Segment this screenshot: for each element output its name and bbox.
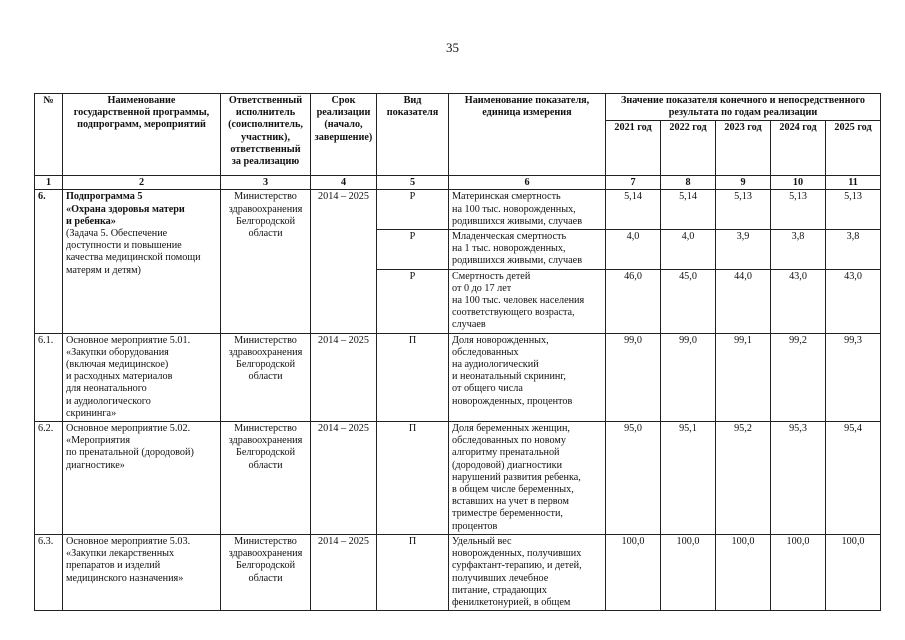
header-row [35,94,881,121]
text-line: Основное мероприятие 5.02. [66,423,191,435]
text-line: диагностике» [66,459,125,471]
text-line: показателя [386,107,439,119]
value-2022: 100,0 [661,534,716,610]
text-line: Материнская смертность [452,191,561,203]
executor [221,534,311,610]
text-line: фенилкетонурией, в общем [452,596,571,608]
column-number: 5 [377,176,449,190]
text-line: здравоохранения [228,548,303,560]
indicator-type: Р [377,190,449,230]
text-line: соответствующего возраста, [452,307,575,319]
text-line: «Мероприятия [66,435,131,447]
column-number: 1 [35,176,63,190]
column-number: 10 [771,176,826,190]
text-line: (соисполнитель, [228,119,303,131]
executor [221,190,311,333]
term: 2014 – 2025 [311,422,377,535]
value-2025: 43,0 [826,269,881,333]
value-2023: 100,0 [716,534,771,610]
text-line: здравоохранения [228,346,303,358]
page-number: 35 [446,40,459,55]
header-type [377,94,449,176]
table-row [35,422,881,535]
text-line: от общего числа [452,383,523,395]
value-2021: 95,0 [606,422,661,535]
value-2024: 95,3 [771,422,826,535]
text-line: за реализацию [231,156,300,168]
header-year: 2025 год [826,121,881,176]
text-line: «Закупки лекарственных [66,548,175,560]
value-2021: 5,14 [606,190,661,230]
indicator-type: П [377,534,449,610]
text-line: доступности и повышение [66,240,182,252]
text-line: здравоохранения [228,435,303,447]
value-2024: 100,0 [771,534,826,610]
column-number: 6 [449,176,606,190]
text-line: на аудиологический [452,359,539,371]
text-line: области [248,459,283,471]
header-indicator [449,94,606,176]
text-line: «Закупки оборудования [66,346,169,358]
value-2022: 99,0 [661,333,716,421]
indicator-type: П [377,422,449,535]
text-line: (начало, [324,119,363,131]
activity-name [63,534,221,610]
text-line: Срок [331,95,356,106]
value-2025: 100,0 [826,534,881,610]
column-number: 7 [606,176,661,190]
text-line: Значение показателя конечного и непосредственного [620,95,866,106]
text-line: Наименование показателя, [464,95,590,106]
text-line: (Задача 5. Обеспечение [66,228,168,240]
indicator-type: Р [377,269,449,333]
text-line: процентов [452,520,498,532]
text-line: алгоритму пренатальной [452,447,560,459]
text-line: участник), [240,131,290,143]
column-number: 2 [63,176,221,190]
text-line: Министерство [234,191,297,203]
indicator-name [449,534,606,610]
text-line: Министерство [234,423,297,435]
text-line: матерям и детям) [66,264,141,276]
text-line: и ребенка» [66,215,116,227]
text-line: для неонатального [66,383,147,395]
table-row [35,534,881,610]
text-line: области [248,371,283,383]
text-line: (дородовой) диагностики [452,459,563,471]
text-line: Министерство [234,535,297,547]
row-number: 6. [35,190,63,333]
subprogram-task [66,228,217,277]
value-2023: 5,13 [716,190,771,230]
text-line: скрининга» [66,407,117,419]
text-line: реализации [316,107,371,119]
text-line: обследованных по новому [452,435,566,447]
text-line: сурфактант-терапию, и детей, [452,560,582,572]
text-line: и неонатальный скрининг, [452,371,566,383]
value-2021: 46,0 [606,269,661,333]
text-line: нарушений развития ребенка, [452,471,581,483]
value-2022: 45,0 [661,269,716,333]
text-line: подпрограмм, мероприятий [77,119,206,131]
text-line: Белгородской [235,359,296,371]
value-2023: 44,0 [716,269,771,333]
value-2023: 99,1 [716,333,771,421]
text-line: препаратов и изделий [66,560,161,572]
text-line: Доля новорожденных, [452,334,549,346]
value-2023: 95,2 [716,422,771,535]
table-row [35,190,881,230]
subprogram-title [66,191,217,228]
value-2025: 3,8 [826,230,881,270]
indicator-name [449,269,606,333]
text-line: здравоохранения [228,203,303,215]
indicator-type: П [377,333,449,421]
indicator-type: Р [377,230,449,270]
value-2024: 3,8 [771,230,826,270]
header-year: 2022 год [661,121,716,176]
row-number: 6.2. [35,422,63,535]
row-number: 6.1. [35,333,63,421]
text-line: ответственный [230,143,301,155]
text-line: Подпрограмма 5 [66,191,143,203]
value-2022: 5,14 [661,190,716,230]
activity-name [63,333,221,421]
value-2025: 99,3 [826,333,881,421]
term: 2014 – 2025 [311,534,377,610]
text-line: Доля беременных женщин, [452,423,570,435]
indicator-name [449,422,606,535]
column-number: 8 [661,176,716,190]
text-line: вставших на учет в первом [452,496,569,508]
text-line: случаев [452,319,486,331]
text-line: области [248,572,283,584]
term: 2014 – 2025 [311,190,377,333]
text-line: единица измерения [482,107,572,119]
text-line: качества медицинской помощи [66,252,201,264]
text-line: результата по годам реализации [668,107,818,119]
text-line: (включая медицинское) [66,359,169,371]
column-number: 11 [826,176,881,190]
text-line: новорожденных, получивших [452,548,582,560]
text-line: области [248,228,283,240]
value-2024: 5,13 [771,190,826,230]
text-line: Белгородской [235,215,296,227]
value-2022: 95,1 [661,422,716,535]
column-number-row [35,176,881,190]
value-2021: 100,0 [606,534,661,610]
text-line: новорожденных, процентов [452,395,573,407]
row-number: 6.3. [35,534,63,610]
column-number: 3 [221,176,311,190]
header-executor [221,94,311,176]
text-line: Основное мероприятие 5.03. [66,535,191,547]
indicator-name [449,333,606,421]
text-line: родившихся живыми, случаев [452,255,583,267]
text-line: обследованных [452,346,519,358]
text-line: на 1 тыс. новорожденных, [452,243,566,255]
text-line: и аудиологического [66,395,151,407]
header-year: 2024 год [771,121,826,176]
text-line: «Охрана здоровья матери [66,203,185,215]
text-line: завершение) [314,131,373,143]
term: 2014 – 2025 [311,333,377,421]
text-line: Смертность детей [452,270,531,282]
table-row [35,333,881,421]
text-line: Ответственный [228,95,303,106]
value-2023: 3,9 [716,230,771,270]
text-line: Наименование [107,95,176,106]
header-no: № [35,94,63,176]
text-line: и расходных материалов [66,371,173,383]
text-line: медицинского назначения» [66,572,184,584]
value-2025: 95,4 [826,422,881,535]
activity-name [63,422,221,535]
text-line: Белгородской [235,447,296,459]
indicator-name [449,230,606,270]
header-term [311,94,377,176]
text-line: государственной программы, [73,107,210,119]
executor [221,422,311,535]
header-values-group [606,94,881,121]
value-2025: 5,13 [826,190,881,230]
text-line: Белгородской [235,560,296,572]
header-year: 2023 год [716,121,771,176]
text-line: Младенческая смертность [452,231,567,243]
text-line: по пренатальной (дородовой) [66,447,194,459]
value-2021: 4,0 [606,230,661,270]
text-line: Вид [403,95,422,106]
value-2024: 43,0 [771,269,826,333]
value-2022: 4,0 [661,230,716,270]
text-line: исполнитель [235,107,296,119]
value-2024: 99,2 [771,333,826,421]
indicator-name [449,190,606,230]
value-2021: 99,0 [606,333,661,421]
text-line: Удельный вес [452,535,512,547]
text-line: на 100 тыс. человек населения [452,295,585,307]
text-line: от 0 до 17 лет [452,282,512,294]
text-line: получивших лечебное [452,572,549,584]
text-line: Основное мероприятие 5.01. [66,334,191,346]
text-line: на 100 тыс. новорожденных, [452,203,576,215]
text-line: питание, страдающих [452,584,547,596]
text-line: Министерство [234,334,297,346]
text-line: триместре беременности, [452,508,563,520]
text-line: в общем числе беременных, [452,484,574,496]
column-number: 4 [311,176,377,190]
subprogram-name [63,190,221,333]
executor [221,333,311,421]
indicators-table [34,93,881,611]
header-year: 2021 год [606,121,661,176]
text-line: родившихся живыми, случаев [452,215,583,227]
column-number: 9 [716,176,771,190]
header-program-name [63,94,221,176]
